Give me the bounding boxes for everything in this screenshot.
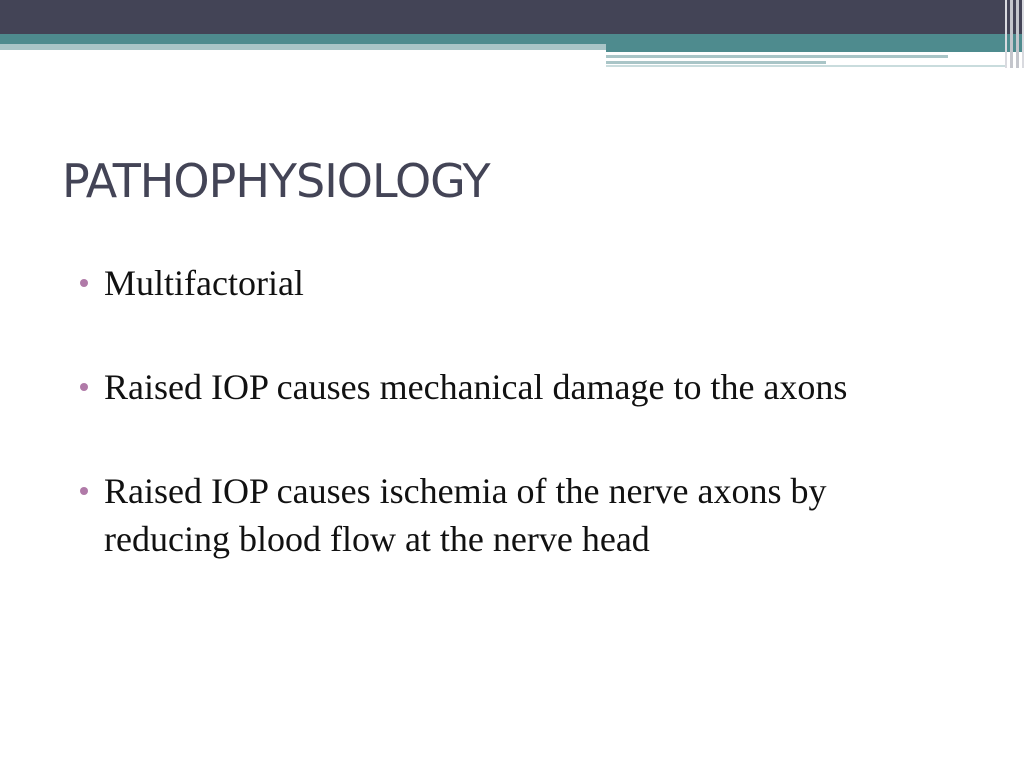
bullet-dot-icon — [80, 487, 88, 495]
header-vertical-bars — [994, 0, 1024, 68]
vertical-bar — [1010, 0, 1013, 68]
bullet-dot-icon — [80, 383, 88, 391]
header-stripe — [606, 55, 948, 58]
header-band-dark — [0, 0, 1024, 34]
vertical-bar — [1016, 0, 1019, 68]
bullet-item — [78, 467, 958, 563]
bullet-text: Multifactorial — [104, 263, 304, 303]
bullet-text: Raised IOP causes mechanical damage to the axons — [104, 367, 848, 407]
bullet-dot-icon — [80, 279, 88, 287]
bullet-list — [78, 259, 958, 563]
header-band-light — [0, 44, 606, 50]
bullet-item — [78, 363, 958, 411]
bullet-item — [78, 259, 958, 307]
slide-title: PATHOPHYSIOLOGY — [62, 154, 490, 208]
header-stripe — [606, 61, 826, 64]
header-band-right-teal — [606, 44, 1024, 52]
header-band-teal — [0, 34, 1024, 44]
bullet-text: Raised IOP causes ischemia of the nerve axons by reducing blood flow at the nerve head — [104, 471, 827, 559]
header-stripe — [606, 65, 1006, 67]
vertical-bar — [1005, 0, 1007, 68]
